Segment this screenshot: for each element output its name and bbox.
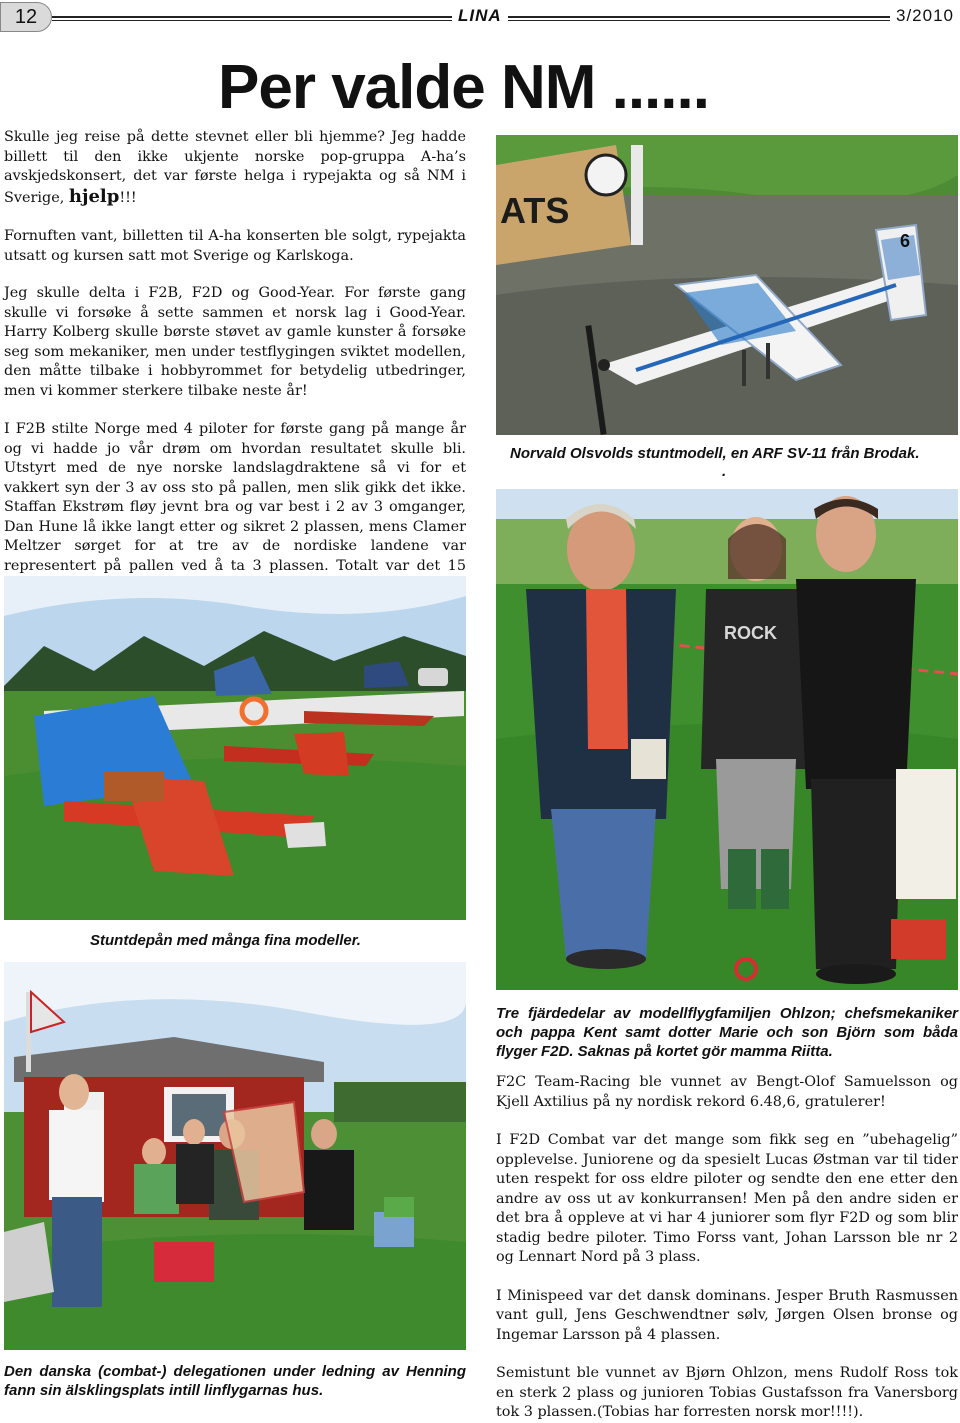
paragraph-f2c: F2C Team-Racing ble vunnet av Bengt-Olof Samuelsson og Kjell Axtilius på ny nordisk rekord 6.48,6, gratulerer!: [496, 1074, 958, 1110]
article-title: Per valde NM ......: [218, 53, 709, 122]
photo-model-field: [4, 576, 466, 920]
paragraph-classes: Jeg skulle delta i F2B, F2D og Good-Year. For første gang skulle vi forsøke å sette sammen et norsk lag i Good-Year. Harry Kolberg skulle børste støvet av gamle kunster å forsøke seg som mekaniker, men under testflygingen sviktet modellen, den måtte tilbake i hobbyrommet for betydelig utbedringer, men vi kommer sterkere tilbake neste år!: [4, 285, 466, 399]
plane-number: 6: [900, 231, 911, 251]
caption-plane: Norvald Olsvolds stuntmodell, en ARF SV-11 från Brodak.: [510, 445, 920, 462]
paragraph-f2b: I F2B stilte Norge med 4 piloter for første gang på mange år og vi hadde jo vår drøm om hvordan resultatet skulle bli. Utstyrt med de nye norske landslagdraktene så vi for et vakkert syn der 3 av oss sto på pallen, men slik gikk det ikke. Staffan Ekstrøm fløy jevnt bra og var best i 2 av 3 omganger, Dan Hune lå ikke langt etter og sikret 2 plassen, mens Clamer Meltzer sørget for at tre av de nordiske landene var representert på pallen ved å ta 3 plassen. Totalt var det 15: [4, 421, 466, 574]
photo-ohlzon-family: [496, 489, 958, 990]
paragraph-minispeed: I Minispeed var det dansk dominans. Jesper Bruth Rasmussen vant gull, Jens Geschwendtner sølv, Jørgen Olsen bronse og Ingemar Larsson på 4 plassen.: [496, 1287, 958, 1343]
banner-text: ATS: [500, 190, 570, 231]
magazine-logo: LINA: [452, 5, 508, 27]
caption-field: Stuntdepån med många fina modeller.: [90, 932, 361, 949]
caption-family: Tre fjärdedelar av modellflygfamiljen Ohlzon; chefsmekaniker och pappa Kent samt dotter Marie och son Björn som båda flyger F2D. Saknas på kortet gör mamma Riitta.: [496, 1005, 958, 1060]
shirt-text: ROCK: [724, 623, 777, 643]
paragraph-f2d: I F2D Combat var det mange som fikk seg en ”ubehagelig” opplevelse. Juniorene og da spesielt Lucas Østman var til tider uten respekt for oss eldre piloter og sendte den ene etter den andre av oss ut av konkurransen! Men på den andre siden er det bra å oppleve at vi har 4 juniorer som flyr F2D og som blir stadig bedre piloter. Timo Forss vant, Johan Larsson ble nr 2 og Lennart Nord på 3 plass.: [496, 1132, 958, 1265]
intro-paragraph: Skulle jeg reise på dette stevnet eller bli hjemme? Jeg hadde billett til den ikke ukjente norske pop-gruppa A-ha’s avskjedskonsert, det var første helga i rypejakta og så NM i Sverige, hjelp!!!: [4, 129, 466, 207]
paragraph-reason: Fornuften vant, billetten til A-ha konserten ble solgt, rypejakta utsatt og kursen satt mot Sverige og Karlskoga.: [4, 228, 466, 264]
left-text-column: [4, 128, 466, 596]
emphasis-hjelp: hjelp: [68, 185, 120, 207]
photo-stunt-plane: [496, 135, 958, 435]
caption-plane-dot: .: [722, 463, 727, 480]
photo-danish-delegation: [4, 962, 466, 1350]
right-text-column: [496, 1073, 958, 1423]
page-number: 12: [0, 2, 52, 32]
paragraph-semistunt: Semistunt ble vunnet av Bjørn Ohlzon, mens Rudolf Ross tok en sterk 2 plass og junioren Tobias Gustafsson fra Vanersborg tok 3 plassen.(Tobias har forresten norsk mor!!!!).: [496, 1365, 958, 1420]
caption-danes: Den danska (combat-) delegationen under ledning av Henning fann sin älsklingsplats intill linflygarnas hus.: [4, 1363, 466, 1399]
issue-number: 3/2010: [896, 6, 954, 25]
